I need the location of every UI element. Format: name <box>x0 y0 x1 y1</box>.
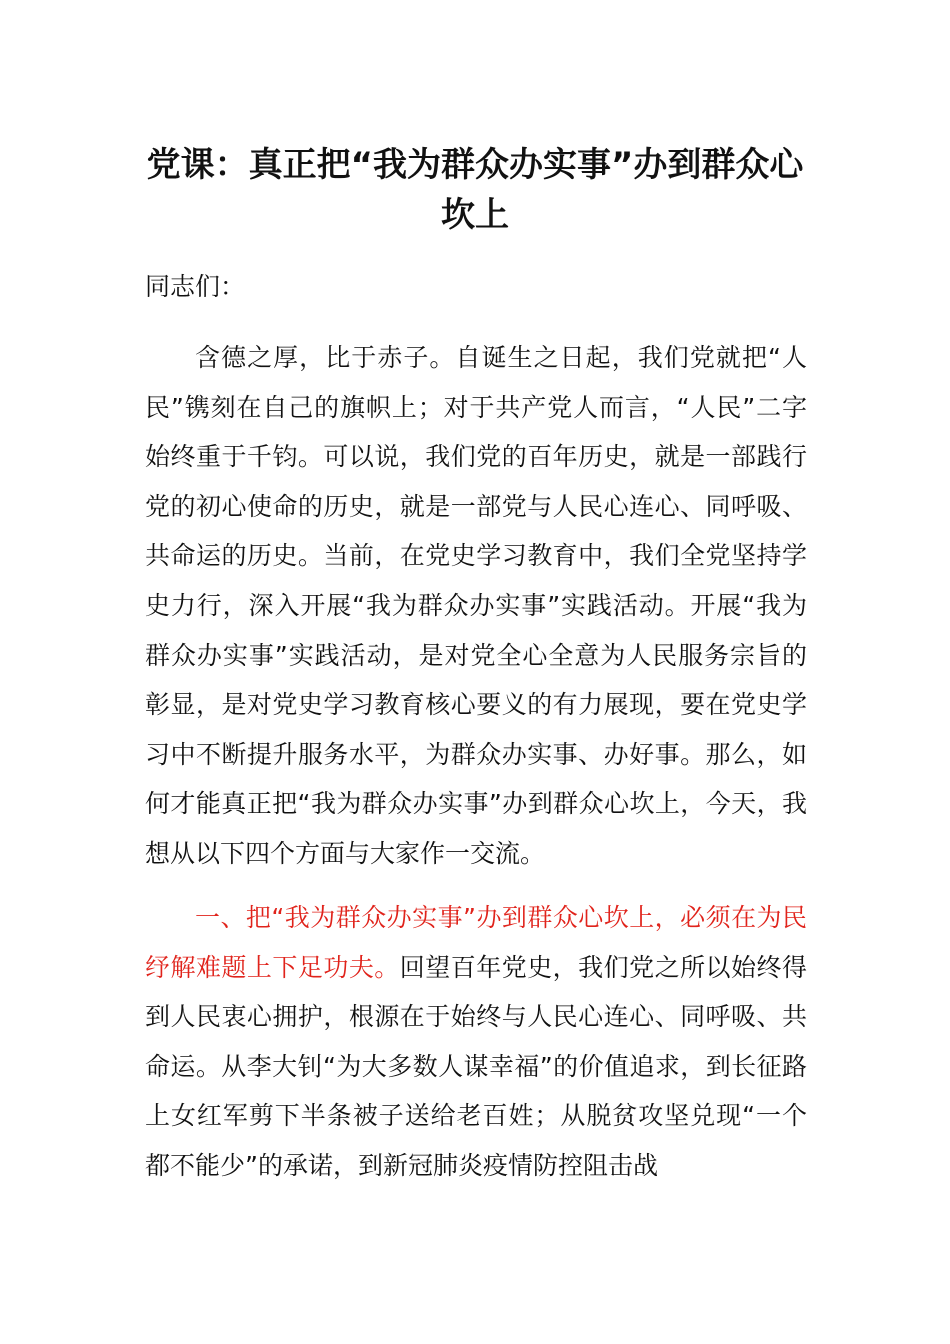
salutation: 同志们： <box>145 272 246 301</box>
paragraph-intro: 含德之厚，比于赤子。自诞生之日起，我们党就把“人民”镌刻在自己的旗帜上；对于共产党人而言，“人民”二字始终重于千钧。可以说，我们党的百年历史，就是一部践行党的初心使命的历史，就是一部党与人民心连心、同呼吸、共命运的历史。当前，在党史学习教育中，我们全党坚持学史力行，深入开展“我为群众办实事”实践活动。开展“我为群众办实事”实践活动，是对党全心全意为人民服务宗旨的彰显，是对党史学习教育核心要义的有力展现，要在党史学习中不断提升服务水平，为群众办实事、办好事。那么，如何才能真正把“我为群众办实事”办到群众心坎上，今天，我想从以下四个方面与大家作一交流。 <box>145 343 807 868</box>
paragraph-section-one <box>145 893 807 1191</box>
document-title: 党课：真正把“我为群众办实事”办到群众心坎上 <box>146 145 804 235</box>
section-one-heading: 一、把“我为群众办实事”办到群众心坎上，必须在为民纾解难题上下足功夫。 <box>145 903 807 982</box>
section-one-body: 回望百年党史，我们党之所以始终得到人民衷心拥护，根源在于始终与人民心连心、同呼吸、共命运。从李大钊“为大多数人谋幸福”的价值追求，到长征路上女红军剪下半条被子送给老百姓；从脱贫攻坚兑现“一个都不能少”的承诺，到新冠肺炎疫情防控阻击战 <box>145 952 807 1180</box>
